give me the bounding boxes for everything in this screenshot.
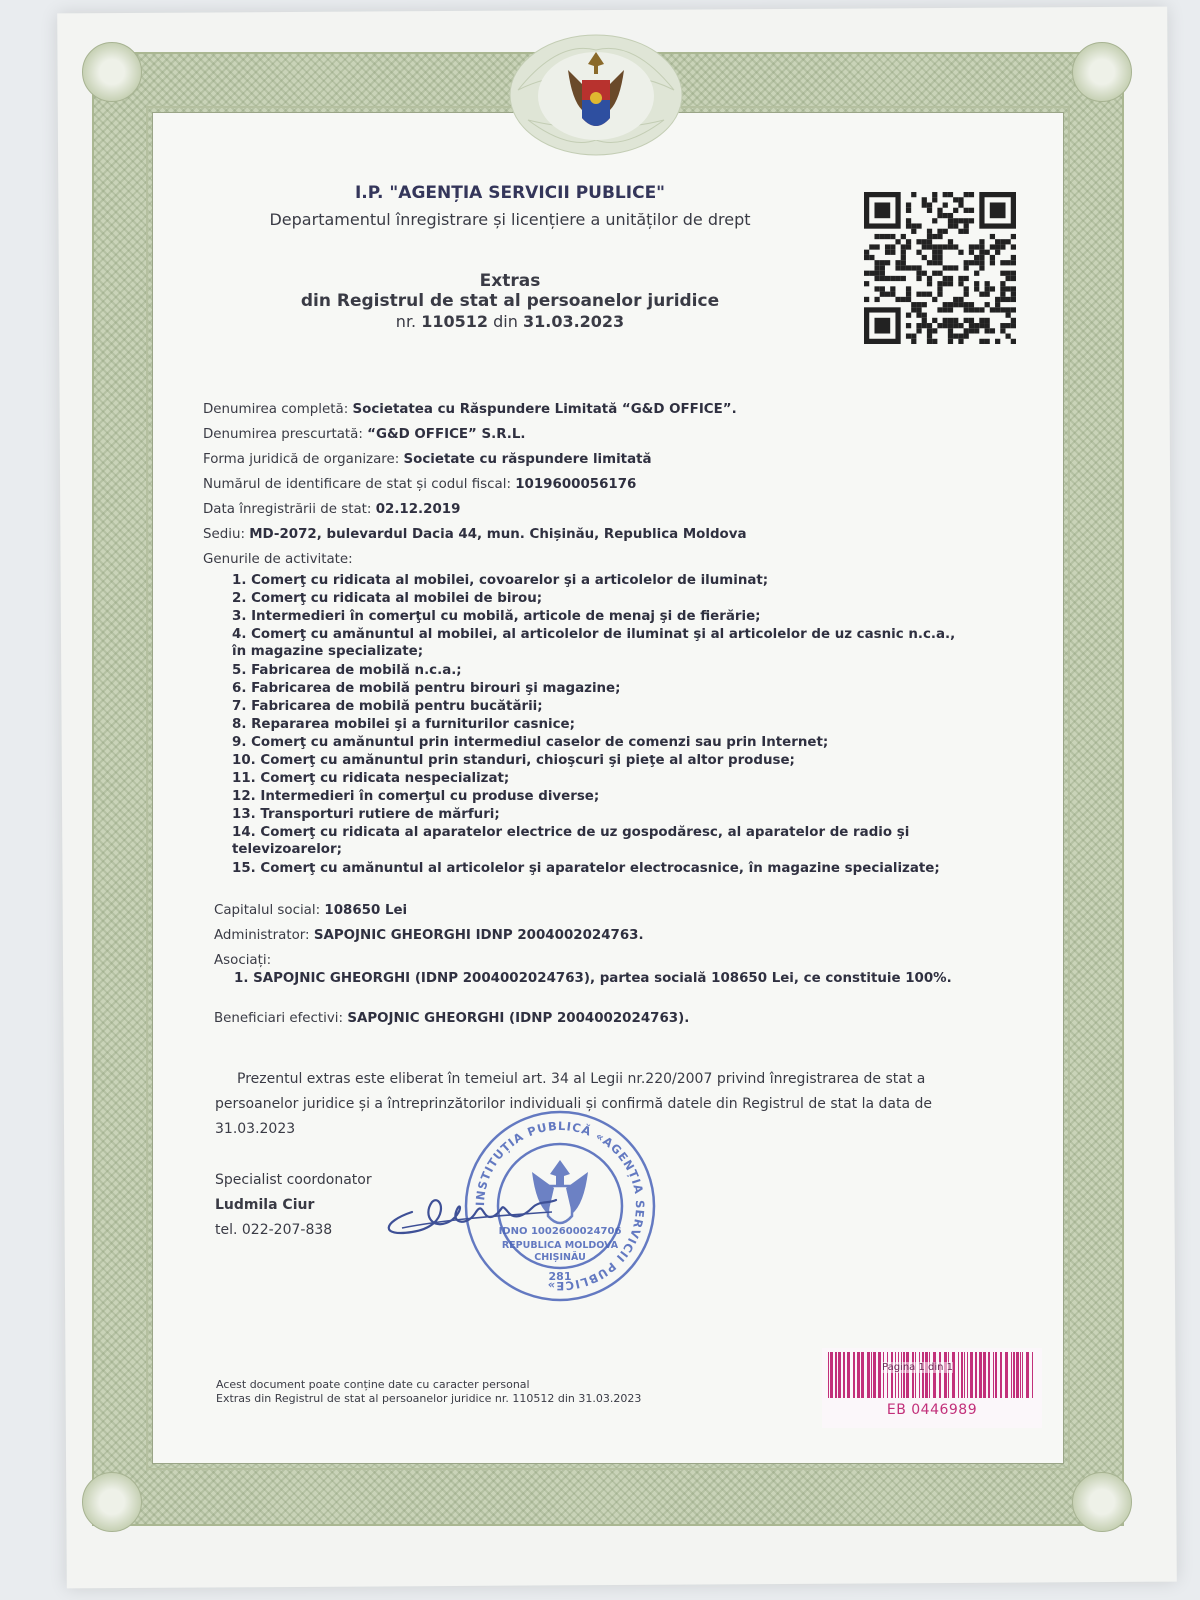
activity-item: 14. Comerţ cu ridicata al aparatelor electrice de uz gospodăresc, al aparatelor de radio şi televizoarelor; (232, 825, 910, 857)
field-value: SAPOJNIC GHEORGHI IDNP 2004002024763. (313, 928, 644, 943)
stamp-city: CHIȘINĂU (534, 1252, 586, 1263)
document-subtitle: din Registrul de stat al persoanelor juridice (300, 291, 720, 311)
field-label: Forma juridică de organizare: (203, 452, 400, 467)
stamp-ring-text: INSTITUȚIA PUBLICĂ «AGENȚIA SERVICII PUBLICE» (472, 1118, 648, 1294)
qr-code-icon (864, 192, 1016, 344)
activity-item: 7. Fabricarea de mobilă pentru bucătării; (232, 699, 543, 714)
field-value: SAPOJNIC GHEORGHI (IDNP 2004002024763). (347, 1011, 690, 1026)
field-label: Administrator: (214, 928, 310, 943)
footer-privacy-note: Acest document poate conține date cu caracter personal (216, 1378, 530, 1391)
doc-number: 110512 (421, 312, 489, 331)
field-full-name (203, 402, 737, 417)
field-idno (203, 477, 636, 492)
document-title: Extras (479, 271, 541, 291)
activity-item: 10. Comerţ cu amănuntul prin standuri, chioşcuri şi pieţe al altor produse; (232, 753, 795, 768)
field-label: Numărul de identificare de stat și codul fiscal: (203, 477, 511, 492)
field-value: Societatea cu Răspundere Limitată “G&D OFFICE”. (352, 402, 737, 417)
field-label: Data înregistrării de stat: (203, 502, 372, 517)
field-legal-form (203, 452, 652, 467)
activity-item: 9. Comerţ cu amănuntul prin intermediul caselor de comenzi sau prin Internet; (232, 735, 829, 750)
field-registration-date (203, 502, 460, 517)
activity-item: 1. Comerţ cu ridicata al mobilei, covoarelor şi a articolelor de iluminat; (232, 573, 769, 588)
document-number-line (240, 312, 780, 331)
corner-rosette-icon (1072, 42, 1132, 102)
activity-item: 6. Fabricarea de mobilă pentru birouri şi magazine; (232, 681, 621, 696)
field-value: 02.12.2019 (375, 502, 461, 517)
field-headquarters (203, 527, 747, 542)
field-label: Capitalul social: (214, 903, 321, 918)
serial-number: EB 0446989 (886, 1402, 978, 1418)
institution-name: I.P. "AGENȚIA SERVICII PUBLICE" (354, 183, 666, 203)
field-beneficiaries (214, 1011, 689, 1026)
activity-item: 13. Transporturi rutiere de mărfuri; (232, 807, 500, 822)
corner-rosette-icon (1072, 1472, 1132, 1532)
barcode-icon (828, 1352, 1036, 1398)
stamp-number: 281 (548, 1270, 572, 1283)
activities-label: Genurile de activitate: (203, 552, 353, 567)
field-value: Societate cu răspundere limitată (403, 452, 652, 467)
barcode-label (822, 1348, 1042, 1428)
field-label: Denumirea completă: (203, 402, 349, 417)
signatory-role: Specialist coordonator (215, 1172, 372, 1188)
activity-item: 2. Comerţ cu ridicata al mobilei de birou; (232, 591, 543, 606)
field-label: Denumirea prescurtată: (203, 427, 363, 442)
field-value: 1019600056176 (515, 477, 637, 492)
activity-item: 11. Comerţ cu ridicata nespecializat; (232, 771, 510, 786)
doc-date: 31.03.2023 (522, 312, 625, 331)
field-value: “G&D OFFICE” S.R.L. (367, 427, 526, 442)
footer-reference: Extras din Registrul de stat al persoanelor juridice nr. 110512 din 31.03.2023 (216, 1392, 642, 1405)
page-indicator: Pagina 1 din 1 (882, 1362, 954, 1373)
activity-item: 3. Intermedieri în comerţul cu mobilă, articole de menaj şi de fierărie; (232, 609, 761, 624)
associates-label: Asociați: (214, 953, 272, 968)
activity-item: 15. Comerţ cu amănuntul al articolelor şi aparatelor electrocasnice, în magazine specializate; (232, 861, 940, 876)
activity-item: 4. Comerţ cu amănuntul al mobilei, al articolelor de iluminat şi al articolelor de uz casnic n.c.a., în magazine specializate; (232, 627, 956, 659)
associate-item: 1. SAPOJNIC GHEORGHI (IDNP 2004002024763), partea socială 108650 Lei, ce constituie 100%. (234, 971, 952, 986)
stamp-idno: IDNO 1002600024706 (498, 1226, 622, 1237)
field-value: MD-2072, bulevardul Dacia 44, mun. Chișinău, Republica Moldova (249, 527, 747, 542)
field-label: Beneficiari efectivi: (214, 1011, 344, 1026)
corner-rosette-icon (82, 42, 142, 102)
activity-item: 8. Repararea mobilei şi a furniturilor casnice; (232, 717, 575, 732)
handwritten-signature-icon (372, 1182, 572, 1242)
field-capital (214, 903, 407, 918)
corner-rosette-icon (82, 1472, 142, 1532)
moldova-coat-of-arms-icon (508, 30, 684, 160)
department-name: Departamentul înregistrare și licențiere a unităților de drept (269, 210, 751, 229)
field-short-name (203, 427, 526, 442)
signatory-phone: tel. 022-207-838 (215, 1222, 333, 1238)
field-label: Sediu: (203, 527, 245, 542)
stamp-country: REPUBLICA MOLDOVA (501, 1240, 619, 1251)
activity-item: 12. Intermedieri în comerţul cu produse diverse; (232, 789, 600, 804)
doc-number-prefix: nr. (395, 312, 417, 331)
field-value: 108650 Lei (324, 903, 408, 918)
signatory-name: Ludmila Ciur (215, 1197, 315, 1213)
activity-item: 5. Fabricarea de mobilă n.c.a.; (232, 663, 462, 678)
field-administrator (214, 928, 644, 943)
legal-statement: Prezentul extras este eliberat în temeiul art. 34 al Legii nr.220/2007 privind înregistrarea de stat a persoanelor juridice și a întreprinzătorilor individuali și confirmă datele din Registrul de stat la data de 31.03.2023 (215, 1071, 933, 1137)
doc-date-prefix: din (493, 312, 518, 331)
